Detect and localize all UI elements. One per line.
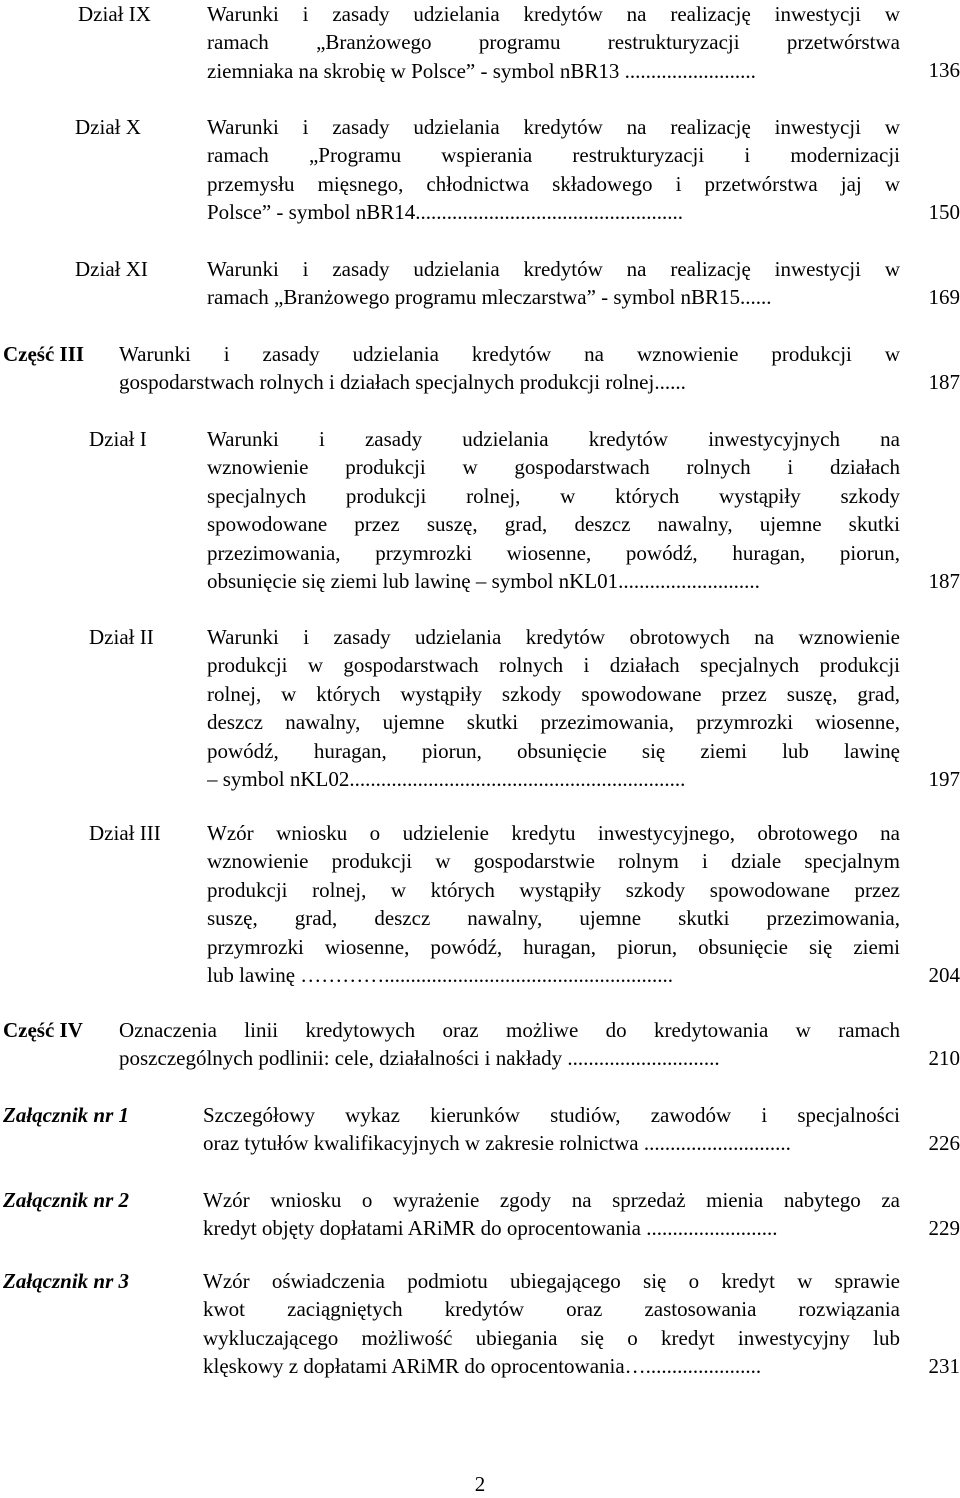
toc-page-number: 229: [928, 1216, 960, 1240]
toc-entry-czesc-iv: [0, 1016, 960, 1076]
toc-title: [207, 819, 900, 989]
toc-label: Dział I: [89, 427, 147, 451]
toc-label: Część III: [3, 342, 85, 366]
toc-line: kredyt objęty dopłatami ARiMR do oprocentowania .........................: [203, 1216, 778, 1241]
toc-page-number: 204: [928, 963, 960, 987]
toc-line: Warunki i zasady udzielania kredytów na realizację inwestycji w: [207, 115, 900, 139]
toc-page-number: 169: [928, 285, 960, 309]
toc-title: [203, 1101, 900, 1158]
toc-entry-zalacznik-3: [0, 1267, 960, 1387]
toc-title: [203, 1186, 900, 1243]
toc-line: specjalnych produkcji rolnej, w których wystąpiły szkody: [207, 483, 900, 508]
toc-page-number: 226: [928, 1131, 960, 1155]
toc-page-number: 187: [928, 569, 960, 593]
toc-label: Dział XI: [75, 257, 148, 281]
toc-title: [207, 0, 900, 85]
toc-line: Warunki i zasady udzielania kredytów obrotowych na wznowienie: [207, 625, 900, 649]
toc-line: Wzór wniosku o udzielenie kredytu inwestycyjnego, obrotowego na: [207, 821, 900, 845]
toc-entry-dzial-iii: [0, 819, 960, 994]
toc-entry-zalacznik-2: [0, 1186, 960, 1246]
page-number: 2: [474, 1472, 486, 1496]
toc-line: lub lawinę ………….......................................................: [207, 963, 674, 988]
toc-line: obsunięcie się ziemi lub lawinę – symbol nKL01...........................: [207, 569, 760, 594]
toc-entry-zalacznik-1: [0, 1101, 960, 1161]
toc-label: Załącznik nr 1: [3, 1103, 130, 1127]
toc-entry-dzial-ix: [0, 0, 960, 90]
toc-title: [207, 623, 900, 793]
toc-label: Dział IX: [78, 2, 151, 26]
toc-line: oraz tytułów kwalifikacyjnych w zakresie rolnictwa ............................: [203, 1131, 791, 1156]
toc-line: klęskowy z dopłatami ARiMR do oprocentowania…......................: [203, 1354, 762, 1379]
toc-line: deszcz nawalny, ujemne skutki przezimowania, przymrozki wiosenne,: [207, 710, 900, 735]
toc-entry-dzial-x: [0, 113, 960, 233]
toc-line: Wzór wniosku o wyrażenie zgody na sprzedaż mienia nabytego za: [203, 1188, 900, 1212]
toc-title: [119, 340, 900, 397]
toc-title: [119, 1016, 900, 1073]
toc-line: rolnej, w których wystąpiły szkody spowodowane przez suszę, grad,: [207, 681, 900, 706]
toc-line: Warunki i zasady udzielania kredytów inwestycyjnych na: [207, 427, 900, 451]
toc-label: Załącznik nr 2: [3, 1188, 130, 1212]
toc-line: Szczegółowy wykaz kierunków studiów, zawodów i specjalności: [203, 1103, 900, 1127]
toc-line: Polsce” - symbol nBR14...................................................: [207, 200, 683, 225]
toc-line: wykluczającego możliwość ubiegania się o kredyt inwestycyjny lub: [203, 1325, 900, 1350]
toc-entry-dzial-ii: [0, 623, 960, 798]
toc-line: produkcji rolnej, w których wystąpiły szkody spowodowane przez: [207, 877, 900, 902]
toc-line: Warunki i zasady udzielania kredytów na wznowienie produkcji w: [119, 342, 900, 366]
toc-line: ramach „Programu wspierania restrukturyzacji i modernizacji: [207, 143, 900, 168]
toc-line: produkcji w gospodarstwach rolnych i działach specjalnych produkcji: [207, 653, 900, 678]
toc-line: wznowienie produkcji w gospodarstwach rolnych i działach: [207, 455, 900, 480]
toc-page-number: 150: [928, 200, 960, 224]
toc-page-number: 136: [928, 58, 960, 82]
toc-title: [207, 113, 900, 227]
toc-entry-czesc-iii: [0, 340, 960, 400]
toc-line: kwot zaciągniętych kredytów oraz zastosowania rozwiązania: [203, 1297, 900, 1322]
toc-title: [207, 425, 900, 595]
toc-title: [203, 1267, 900, 1381]
toc-line: przymrozki wiosenne, powódź, huragan, piorun, obsunięcie się ziemi: [207, 934, 900, 959]
toc-line: przezimowania, przymrozki wiosenne, powódź, huragan, piorun,: [207, 540, 900, 565]
toc-page-number: 187: [928, 370, 960, 394]
toc-line: – symbol nKL02................................................................: [207, 767, 686, 792]
toc-page-number: 197: [928, 767, 960, 791]
toc-line: ramach „Branżowego programu restrukturyzacji przetwórstwa: [207, 30, 900, 55]
toc-label: Załącznik nr 3: [3, 1269, 130, 1293]
toc-line: suszę, grad, deszcz nawalny, ujemne skutki przezimowania,: [207, 906, 900, 931]
toc-page-number: 210: [928, 1046, 960, 1070]
toc-page-number: 231: [928, 1354, 960, 1378]
toc-line: Warunki i zasady udzielania kredytów na realizację inwestycji w: [207, 2, 900, 26]
toc-entry-dzial-i: [0, 425, 960, 600]
toc-line: Warunki i zasady udzielania kredytów na realizację inwestycji w: [207, 257, 900, 281]
toc-label: Dział III: [89, 821, 161, 845]
toc-line: Wzór oświadczenia podmiotu ubiegającego się o kredyt w sprawie: [203, 1269, 900, 1293]
toc-line: wznowienie produkcji w gospodarstwie rolnym i dziale specjalnym: [207, 849, 900, 874]
toc-label: Dział X: [75, 115, 141, 139]
toc-line: poszczególnych podlinii: cele, działalności i nakłady .............................: [119, 1046, 720, 1071]
toc-title: [207, 255, 900, 312]
toc-line: przemysłu mięsnego, chłodnictwa składowego i przetwórstwa jaj w: [207, 171, 900, 196]
toc-label: Dział II: [89, 625, 154, 649]
toc-label: Część IV: [3, 1018, 83, 1042]
toc-line: gospodarstwach rolnych i działach specjalnych produkcji rolnej......: [119, 370, 686, 395]
toc-entry-dzial-xi: [0, 255, 960, 315]
toc-line: ziemniaka na skrobię w Polsce” - symbol nBR13 .........................: [207, 58, 756, 83]
toc-line: powódź, huragan, piorun, obsunięcie się ziemi lub lawinę: [207, 738, 900, 763]
toc-line: Oznaczenia linii kredytowych oraz możliwe do kredytowania w ramach: [119, 1018, 900, 1042]
toc-line: spowodowane przez suszę, grad, deszcz nawalny, ujemne skutki: [207, 512, 900, 537]
toc-line: ramach „Branżowego programu mleczarstwa” - symbol nBR15......: [207, 285, 772, 310]
